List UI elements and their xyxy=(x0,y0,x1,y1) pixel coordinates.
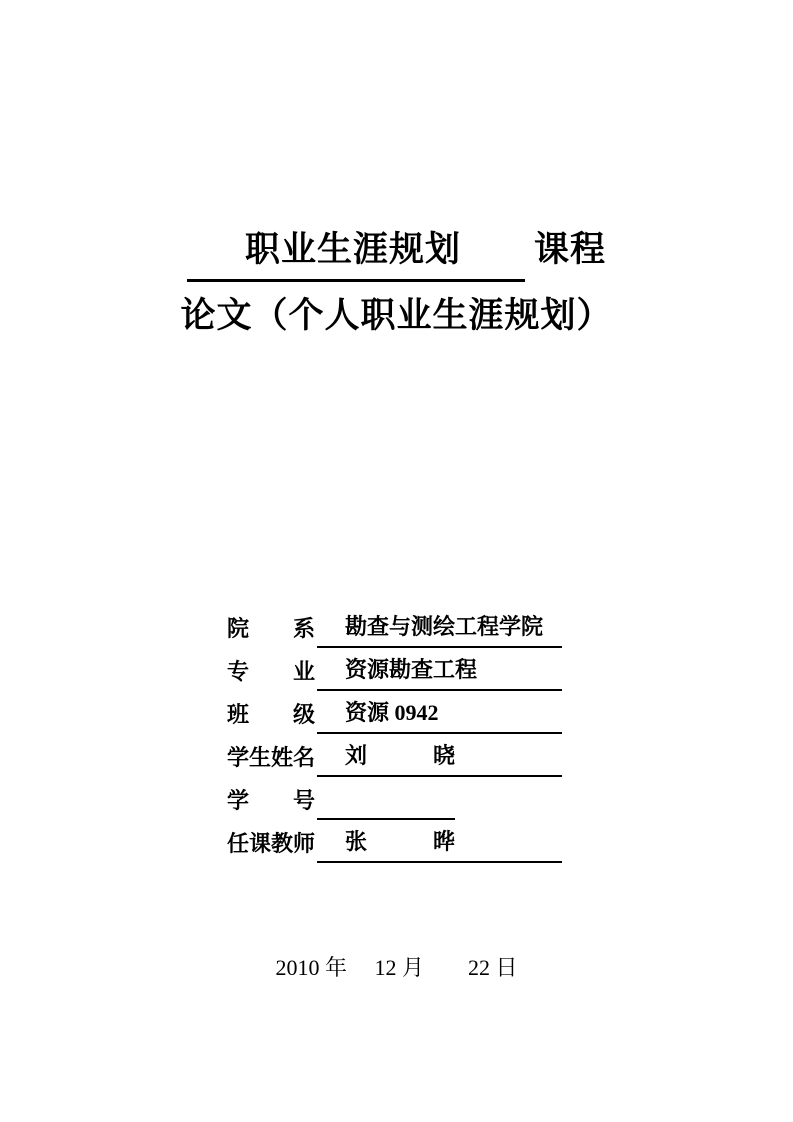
field-label-major: 专业 xyxy=(227,659,315,684)
field-label-student-name: 学生姓名 xyxy=(227,745,316,770)
field-value-major: 资源勘查工程 xyxy=(317,653,562,691)
field-row-student-id xyxy=(227,777,562,820)
title-line2: 论文（个人职业生涯规划） xyxy=(180,296,613,335)
date-line: 2010 年 12 月 22 日 xyxy=(275,955,518,980)
field-label-class: 班级 xyxy=(227,702,315,727)
field-value-student-id-blank xyxy=(317,813,455,820)
field-value-teacher: 张 晔 xyxy=(317,825,562,863)
course-name-underlined: 职业生涯规划 xyxy=(187,222,525,282)
field-row-student-name xyxy=(227,734,562,777)
field-row-class xyxy=(227,691,562,734)
field-value-student-name: 刘 晓 xyxy=(317,739,562,777)
field-value-class: 资源 0942 xyxy=(317,696,562,734)
fields-block xyxy=(227,605,562,863)
field-row-teacher xyxy=(227,820,562,863)
field-row-department xyxy=(227,605,562,648)
field-label-teacher: 任课教师 xyxy=(227,831,316,856)
field-label-student-id: 学号 xyxy=(227,788,315,813)
field-value-department: 勘查与测绘工程学院 xyxy=(317,610,562,648)
field-row-major xyxy=(227,648,562,691)
course-word: 课程 xyxy=(534,230,607,269)
field-label-department: 院系 xyxy=(227,616,315,641)
title-line1 xyxy=(0,222,793,282)
